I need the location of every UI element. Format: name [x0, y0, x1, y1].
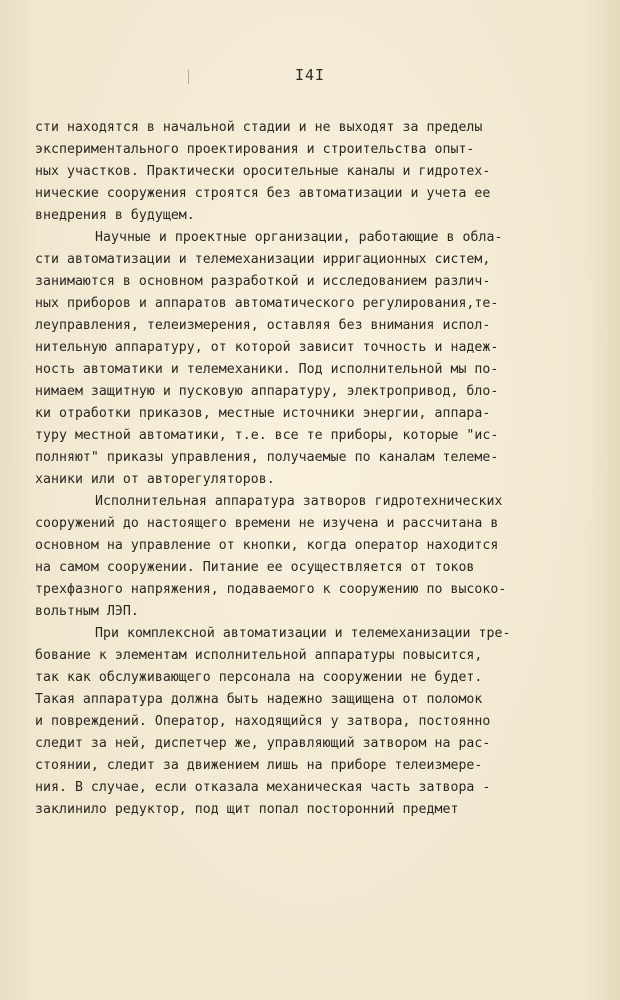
text-line: ки отработки приказов, местные источники энергии, аппара- — [35, 406, 491, 421]
text-line: занимаются в основном разработкой и исследованием различ- — [35, 274, 491, 289]
text-body — [35, 117, 565, 821]
text-line: трехфазного напряжения, подаваемого к сооружению по высоко- — [35, 582, 507, 597]
text-line: заклинило редуктор, под щит попал посторонний предмет — [35, 802, 459, 817]
text-line: туру местной автоматики, т.е. все те приборы, которые "ис- — [35, 428, 499, 443]
text-line: нические сооружения строятся без автоматизации и учета ее — [35, 186, 491, 201]
text-line: следит за ней, диспетчер же, управляющий затвором на рас- — [35, 736, 491, 751]
text-line: сти автоматизации и телемеханизации ирригационных систем, — [35, 252, 491, 267]
text-line: сти находятся в начальной стадии и не выходят за пределы — [35, 120, 483, 135]
text-line: сооружений до настоящего времени не изучена и рассчитана в — [35, 516, 499, 531]
text-line: Такая аппаратура должна быть надежно защищена от поломок — [35, 692, 483, 707]
text-line: Исполнительная аппаратура затворов гидротехнических — [95, 494, 503, 509]
text-line: так как обслуживающего персонала на сооружении не будет. — [35, 670, 483, 685]
text-line: ных приборов и аппаратов автоматического регулирования,те- — [35, 296, 499, 311]
text-line: При комплексной автоматизации и телемеханизации тре- — [95, 626, 511, 641]
text-line: ность автоматики и телемеханики. Под исполнительной мы по- — [35, 362, 499, 377]
text-line: ханики или от авторегуляторов. — [35, 472, 275, 487]
page-number: I4I — [294, 66, 326, 84]
text-line: Научные и проектные организации, работающие в обла- — [95, 230, 503, 245]
text-line: внедрения в будущем. — [35, 208, 195, 223]
text-line: полняют" приказы управления, получаемые по каналам телеме- — [35, 450, 499, 465]
text-line: экспериментального проектирования и строительства опыт- — [35, 142, 475, 157]
text-line: и повреждений. Оператор, находящийся у затвора, постоянно — [35, 714, 491, 729]
text-line: нимаем защитную и пусковую аппаратуру, электропривод, бло- — [35, 384, 499, 399]
text-line: леуправления, телеизмерения, оставляя без внимания испол- — [35, 318, 491, 333]
text-line: на самом сооружении. Питание ее осуществляется от токов — [35, 560, 475, 575]
text-line: ных участков. Практически оросительные каналы и гидротех- — [35, 164, 491, 179]
text-line: нительную аппаратуру, от которой зависит точность и надеж- — [35, 340, 499, 355]
text-line: основном на управление от кнопки, когда оператор находится — [35, 538, 499, 553]
text-line: вольтным ЛЭП. — [35, 604, 139, 619]
text-line: бование к элементам исполнительной аппаратуры повысится, — [35, 648, 483, 663]
text-line: стоянии, следит за движением лишь на приборе телеизмере- — [35, 758, 483, 773]
text-line: ния. В случае, если отказала механическая часть затвора - — [35, 780, 491, 795]
